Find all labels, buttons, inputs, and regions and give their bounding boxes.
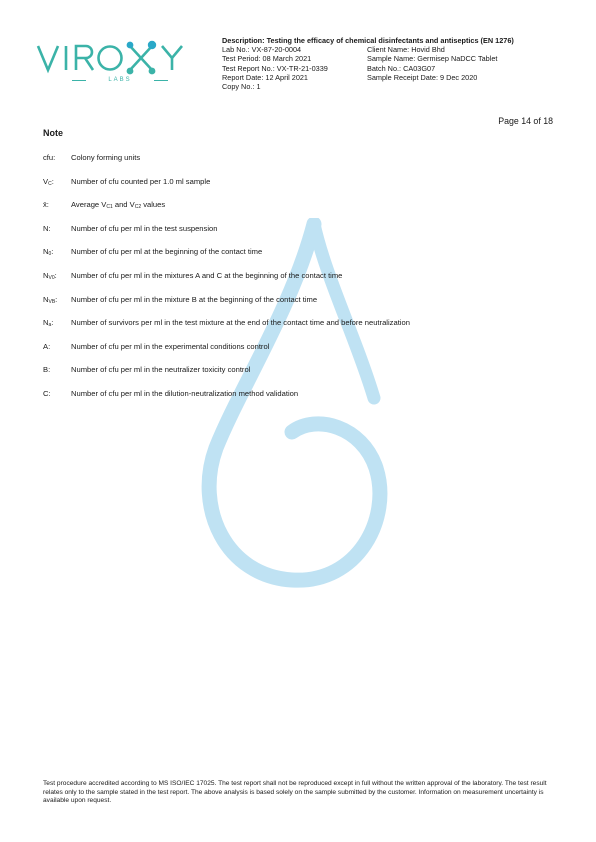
term-colon: : — [51, 176, 54, 186]
term-subscript: 0 — [48, 251, 52, 258]
report-date: Report Date: 12 April 2021 — [222, 72, 308, 82]
definition-item — [43, 342, 563, 366]
definition-text: Number of cfu per ml at the beginning of the contact time — [71, 247, 263, 257]
definition-text: Number of cfu per ml in the neutralizer toxicity control — [71, 365, 251, 375]
term-colon: : — [53, 153, 56, 162]
term-symbol: V — [43, 176, 49, 186]
term-symbol: A — [43, 341, 49, 351]
term-colon: : — [48, 341, 51, 351]
client-name: Client Name: Hovid Bhd — [367, 45, 445, 55]
page-number: Page 14 of 18 — [498, 116, 553, 126]
term-symbol: N — [43, 247, 49, 257]
report-description: Description: Testing the efficacy of chemical disinfectants and antiseptics (EN 1276) — [222, 36, 514, 45]
logo-labs-text: LABS — [108, 77, 132, 83]
logo-rule-right — [154, 80, 168, 81]
definition-item — [43, 389, 563, 413]
definition-term — [43, 365, 71, 374]
term-colon: : — [51, 318, 54, 328]
definition-item — [43, 247, 563, 271]
test-period: Test Period: 08 March 2021 — [222, 54, 312, 64]
term-symbol: C — [43, 388, 49, 398]
definition-term — [43, 153, 71, 162]
batch-no: Batch No.: CA03G07 — [367, 63, 436, 73]
test-report-no: Test Report No.: VX-TR-21-0339 — [222, 63, 328, 73]
definition-item — [43, 224, 563, 248]
definition-list — [43, 153, 563, 413]
report-fields — [222, 45, 547, 91]
term-colon: : — [55, 294, 58, 304]
definition-term — [43, 295, 71, 305]
text-segment: values — [141, 200, 166, 210]
definition-term — [43, 318, 71, 328]
definition-text: Number of cfu per ml in the mixtures A and C at the beginning of the contact time — [71, 270, 343, 280]
sample-name: Sample Name: Germisep NaDCC Tablet — [367, 54, 498, 64]
term-subscript: V0 — [48, 274, 55, 281]
term-symbol: cfu — [43, 153, 54, 162]
definition-item — [43, 153, 563, 177]
copy-no: Copy No.: 1 — [222, 82, 261, 92]
term-symbol: N — [43, 318, 49, 328]
term-subscript: VB — [48, 298, 56, 305]
text-segment: Average V — [71, 200, 107, 210]
definition-text: Number of cfu per ml in the dilution-neutralization method validation — [71, 388, 299, 398]
definition-item — [43, 295, 563, 319]
term-colon: : — [48, 223, 51, 233]
definition-text — [71, 200, 165, 210]
term-symbol: N — [43, 270, 49, 280]
definition-text: Number of cfu per ml in the test suspension — [71, 223, 218, 233]
definition-term — [43, 177, 71, 187]
footer-disclaimer: Test procedure accredited according to MS ISO/IEC 17025. The test report shall not be reproduced except in full without the written approval of the laboratory. The test result relates only to the sample stated in the test report. The above analysis is based solely on the sample submitted by the customer. Information on measurement uncertainty is available upon request. — [43, 780, 547, 805]
term-colon: : — [54, 270, 57, 280]
definition-term — [43, 200, 71, 209]
text-subscript: C2 — [134, 204, 142, 211]
definition-item — [43, 177, 563, 201]
term-symbol: B — [43, 365, 49, 375]
report-header — [222, 36, 547, 91]
term-symbol: x̄ — [43, 200, 47, 210]
viroxy-logo — [36, 36, 204, 90]
definition-text: Colony forming units — [71, 153, 141, 162]
definition-term — [43, 271, 71, 281]
definition-term — [43, 224, 71, 233]
term-colon: : — [48, 388, 51, 398]
term-colon: : — [46, 200, 49, 210]
text-subscript: C1 — [106, 204, 113, 211]
term-colon: : — [51, 247, 54, 257]
definition-item — [43, 365, 563, 389]
term-symbol: N — [43, 223, 49, 233]
term-subscript: C — [48, 180, 52, 187]
term-subscript: a — [48, 322, 52, 329]
definition-text: Number of cfu per ml in the mixture B at the beginning of the contact time — [71, 294, 318, 304]
logo-rule-left — [72, 80, 86, 81]
definition-text: Number of cfu counted per 1.0 ml sample — [71, 176, 211, 186]
term-symbol: N — [43, 294, 49, 304]
note-title: Note — [43, 128, 63, 138]
text-segment: and V — [112, 200, 135, 210]
definition-text: Number of survivors per ml in the test mixture at the end of the contact time and before neutralization — [71, 318, 410, 328]
definition-item — [43, 318, 563, 342]
definition-text: Number of cfu per ml in the experimental conditions control — [71, 341, 270, 351]
term-colon: : — [48, 365, 51, 375]
definition-item — [43, 200, 563, 224]
lab-no: Lab No.: VX-87-20-0004 — [222, 45, 302, 55]
sample-receipt-date: Sample Receipt Date: 9 Dec 2020 — [367, 72, 478, 82]
definition-term — [43, 389, 71, 398]
definition-term — [43, 247, 71, 257]
definition-item — [43, 271, 563, 295]
definition-term — [43, 342, 71, 351]
